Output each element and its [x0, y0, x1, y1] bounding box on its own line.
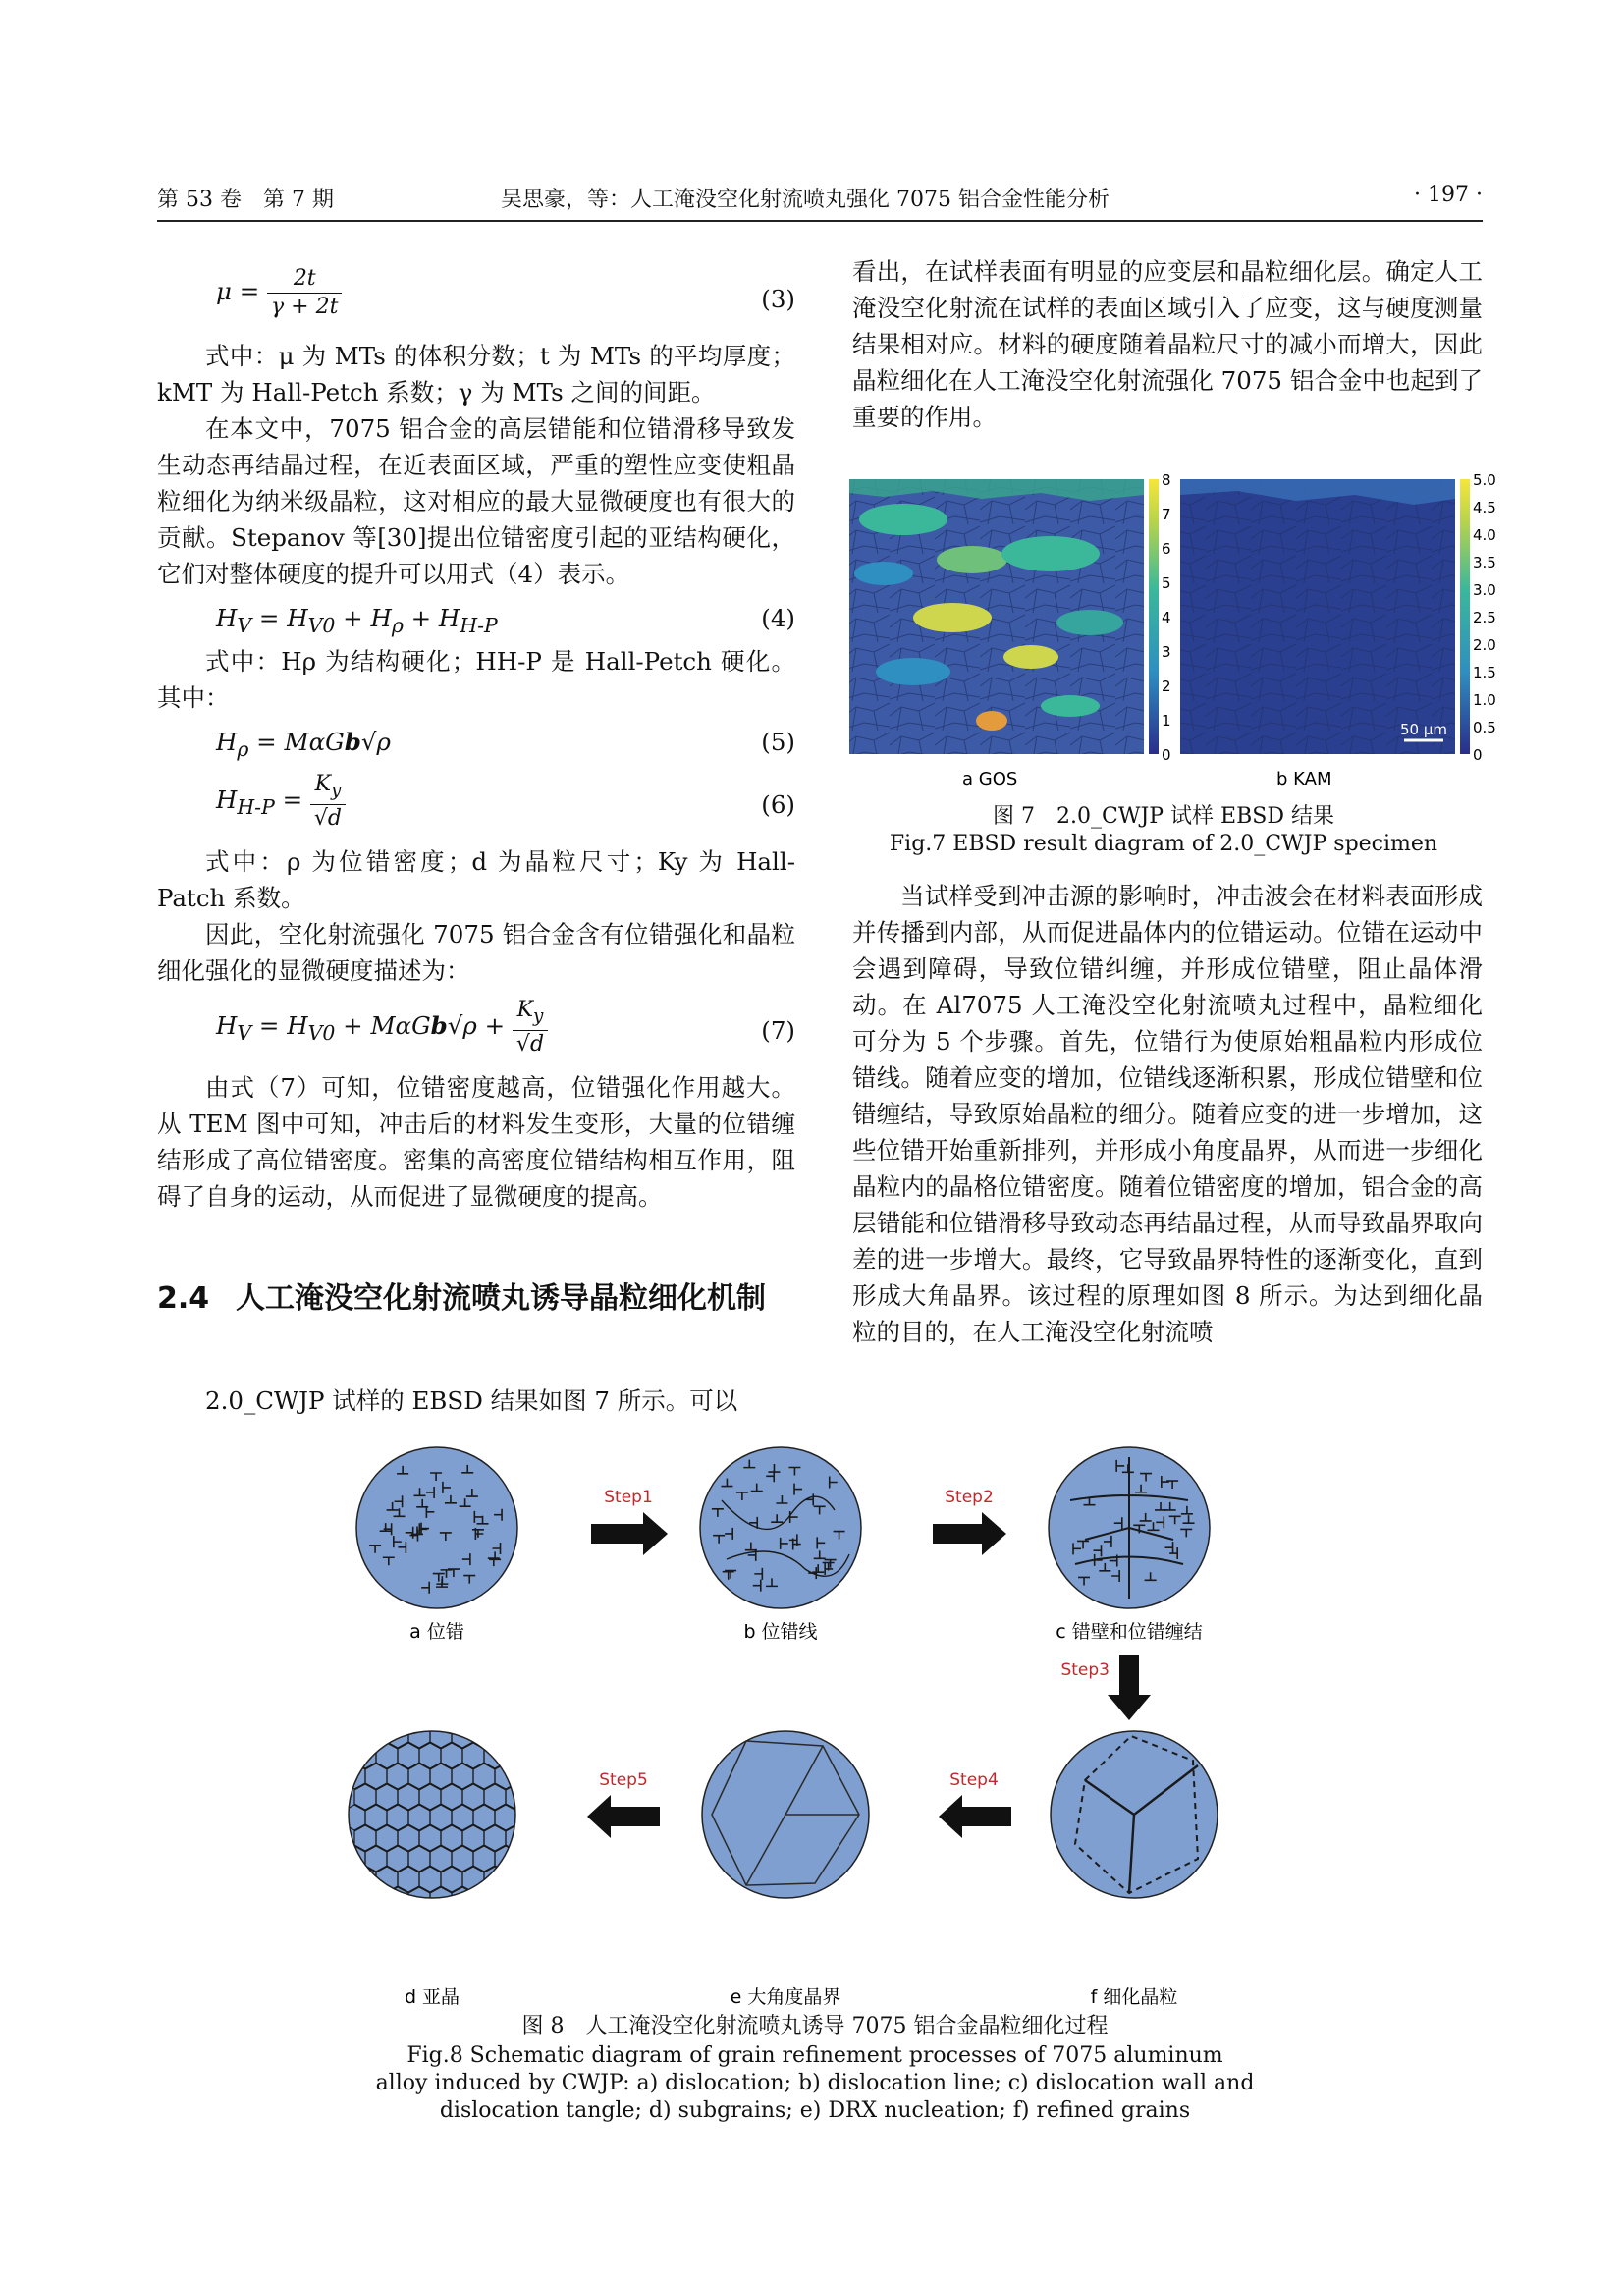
left-column-bottom — [157, 1383, 795, 1419]
colorbar-tick-label: 0.5 — [1473, 719, 1496, 736]
colorbar-tick-label: 2.0 — [1473, 636, 1496, 654]
kam-colorbar — [1460, 479, 1470, 754]
step2-label: Step2 — [945, 1488, 994, 1507]
subgrain-cell — [516, 1805, 538, 1830]
journal-issue: 第 53 卷 第 7 期 — [157, 188, 334, 212]
equation-5: $H_\rho = M\alpha Gb√\rho$ (5) — [216, 728, 795, 761]
right-column-bottom — [852, 878, 1483, 1350]
scale-bar-label: 50 μm — [1399, 721, 1448, 738]
colorbar-tick-label: 1 — [1162, 712, 1171, 730]
arrow-step1 — [591, 1512, 668, 1555]
colorbar-tick-label: 7 — [1162, 506, 1171, 523]
subgrain-cell — [527, 1825, 549, 1851]
subgrain-cell — [506, 1867, 527, 1892]
subgrain-cell — [516, 1722, 538, 1748]
fig8-caption-en-1: Fig.8 Schematic diagram of grain refinement processes of 7075 aluminum — [406, 2043, 1223, 2068]
arrow-step2 — [933, 1512, 1006, 1555]
colorbar-tick-label: 5 — [1162, 574, 1171, 592]
circle-b-dislocation-line — [700, 1447, 861, 1608]
colorbar-tick-label: 3.0 — [1473, 581, 1496, 599]
colorbar-tick-label: 2 — [1162, 678, 1171, 695]
page-number: · 197 · — [1414, 183, 1483, 207]
equation-6: $H_{H-P}$ = $\frac{K_y}{√d}$ (6) — [216, 772, 795, 832]
colorbar-tick-label: 4.5 — [1473, 499, 1496, 516]
subgrain-cell — [344, 1722, 365, 1748]
arrow-step4 — [939, 1795, 1011, 1838]
subgrain-cell — [365, 1887, 387, 1913]
fig8-label-e: e 大角度晶界 — [730, 1986, 841, 2008]
subgrain-cell — [527, 1784, 549, 1810]
colorbar-tick-label: 6 — [1162, 540, 1171, 558]
figure-8-schematic — [353, 1441, 1276, 2011]
step3-label: Step3 — [1060, 1660, 1110, 1680]
figure-7-ebsd — [844, 465, 1496, 799]
equation-7: $H_V = H_{V0} + M\alpha Gb√\rho$ + $\frac{K_y}{√d}$ (7) — [216, 998, 795, 1058]
colorbar-tick-label: 8 — [1162, 471, 1171, 489]
subgrain-cell — [527, 1743, 549, 1768]
kam-colorbar-ticks — [1473, 471, 1496, 764]
fig8-label-b: b 位错线 — [743, 1621, 818, 1643]
running-header — [157, 183, 1483, 218]
right-column-top — [852, 253, 1483, 435]
step1-label: Step1 — [604, 1488, 653, 1507]
colorbar-tick-label: 5.0 — [1473, 471, 1496, 489]
subgrain-cell — [344, 1887, 365, 1913]
colorbar-tick-label: 0 — [1473, 746, 1483, 764]
fig8-caption-cn: 图 8 人工淹没空化射流喷丸诱导 7075 铝合金晶粒细化过程 — [521, 2014, 1109, 2038]
subgrain-cell — [516, 1846, 538, 1872]
subgrain-cell — [495, 1722, 516, 1748]
fig8-caption-en-2: alloy induced by CWJP: a) dislocation; b) dislocation line; c) dislocation wall and — [375, 2071, 1255, 2095]
equation-4: $H_V = H_{V0} + H_\rho + H_{H-P}$ (4) — [216, 604, 795, 637]
colorbar-tick-label: 2.5 — [1473, 609, 1496, 626]
fig7-caption-cn: 图 7 2.0_CWJP 试样 EBSD 结果 — [993, 804, 1334, 829]
subgrain-cell — [473, 1722, 495, 1748]
paragraph: 看出，在试样表面有明显的应变层和晶粒细化层。确定人工淹没空化射流在试样的表面区域引入了应变，这与硬度测量结果相对应。材料的硬度随着晶粒尺寸的减小而增大，因此晶粒细化在人工淹没空化射流强化 7075 铝合金中也起到了重要的作用。 — [852, 257, 1483, 431]
step5-label: Step5 — [599, 1770, 648, 1790]
subgrain-cell — [473, 1887, 495, 1913]
fig8-label-d: d 亚晶 — [404, 1986, 460, 2008]
colorbar-tick-label: 3 — [1162, 643, 1171, 661]
subgrain-cell — [506, 1743, 527, 1768]
fig7-label-a: a GOS — [962, 769, 1018, 789]
left-column — [157, 257, 795, 1215]
fig8-label-c: c 错壁和位错缠结 — [1056, 1621, 1203, 1643]
colorbar-tick-label: 1.0 — [1473, 691, 1496, 709]
paragraph: 式中：μ 为 MTs 的体积分数；t 为 MTs 的平均厚度；kMT 为 Hall-Petch 系数；γ 为 MTs 之间的间距。 — [157, 342, 795, 407]
subgrain-cell — [354, 1867, 376, 1892]
paragraph: 在本文中，7075 铝合金的高层错能和位错滑移导致发生动态再结晶过程，在近表面区域，严重的塑性应变使粗晶粒细化为纳米级晶粒，这对相应的最大显微硬度也有很大的贡献。Stepanov 等[30]提出位错密度引起的亚结构硬化，它们对整体硬度的提升可以用式（4）表示。 — [157, 414, 795, 588]
equation-3: μ = $\frac{2t}{\gamma + 2t}$ (3) — [216, 266, 795, 319]
colorbar-tick-label: 4.0 — [1473, 526, 1496, 544]
subgrain-cell — [495, 1887, 516, 1913]
circle-d-subgrains — [349, 1731, 515, 1898]
paragraph: 当试样受到冲击源的影响时，冲击波会在材料表面形成并传播到内部，从而促进晶体内的位错运动。位错在运动中会遇到障碍，导致位错纠缠，并形成位错壁，阻止晶体滑动。在 Al7075 人工淹没空化射流喷丸过程中，晶粒细化可分为 5 个步骤。首先，位错行为使原始粗晶粒内形成位错线。随着应变的增加，位错线逐渐积累，形成位错壁和位错缠结，导致原始晶粒的细分。随着应变的进一步增加，这些位错开始重新排列，并形成小角度晶界，从而进一步细化晶粒内的晶格位错密度。随着位错密度的增加，铝合金的高层错能和位错滑移导致动态再结晶过程，从而导致晶界取向差的进一步增大。最终，它导致晶界特性的逐渐变化，直到形成大角晶界。该过程的原理如图 8 所示。为达到细化晶粒的目的，在人工淹没空化射流喷 — [852, 882, 1483, 1346]
fig7-label-b: b KAM — [1276, 769, 1332, 789]
colorbar-tick-label: 0 — [1162, 746, 1171, 764]
running-title: 吴思豪，等：人工淹没空化射流喷丸强化 7075 铝合金性能分析 — [501, 188, 1110, 212]
subgrain-cell — [365, 1722, 387, 1748]
colorbar-tick-label: 3.5 — [1473, 554, 1496, 571]
fig8-label-f: f 细化晶粒 — [1090, 1986, 1178, 2008]
paragraph: 式中：Hρ 为结构硬化；HH-P 是 Hall-Petch 硬化。其中： — [157, 647, 795, 712]
colorbar-tick-label: 4 — [1162, 609, 1171, 626]
paragraph: 由式（7）可知，位错密度越高，位错强化作用越大。从 TEM 图中可知，冲击后的材料发生变形，大量的位错缠结形成了高位错密度。密集的高密度位错结构相互作用，阻碍了自身的运动，从而促进了显微硬度的提高。 — [157, 1073, 795, 1211]
fig8-caption-en-3: dislocation tangle; d) subgrains; e) DRX nucleation; f) refined grains — [439, 2098, 1191, 2123]
arrow-step5 — [587, 1795, 660, 1838]
gos-colorbar-ticks — [1162, 471, 1171, 764]
header-rule — [157, 220, 1483, 222]
subgrain-cell — [527, 1867, 549, 1892]
arrow-step3 — [1108, 1655, 1151, 1720]
fig7-caption-en: Fig.7 EBSD result diagram of 2.0_CWJP specimen — [889, 832, 1438, 856]
gos-colorbar — [1149, 479, 1159, 754]
fig8-label-a: a 位错 — [409, 1621, 464, 1643]
paragraph: 式中：ρ 为位错密度；d 为晶粒尺寸；Ky 为 Hall-Patch 系数。 — [157, 847, 795, 912]
subgrain-cell — [516, 1764, 538, 1789]
subgrain-cell — [516, 1887, 538, 1913]
step4-label: Step4 — [949, 1770, 999, 1790]
paragraph: 2.0_CWJP 试样的 EBSD 结果如图 7 所示。可以 — [205, 1386, 738, 1415]
paragraph: 因此，空化射流强化 7075 铝合金含有位错强化和晶粒细化强化的显微硬度描述为： — [157, 920, 795, 985]
colorbar-tick-label: 1.5 — [1473, 664, 1496, 681]
